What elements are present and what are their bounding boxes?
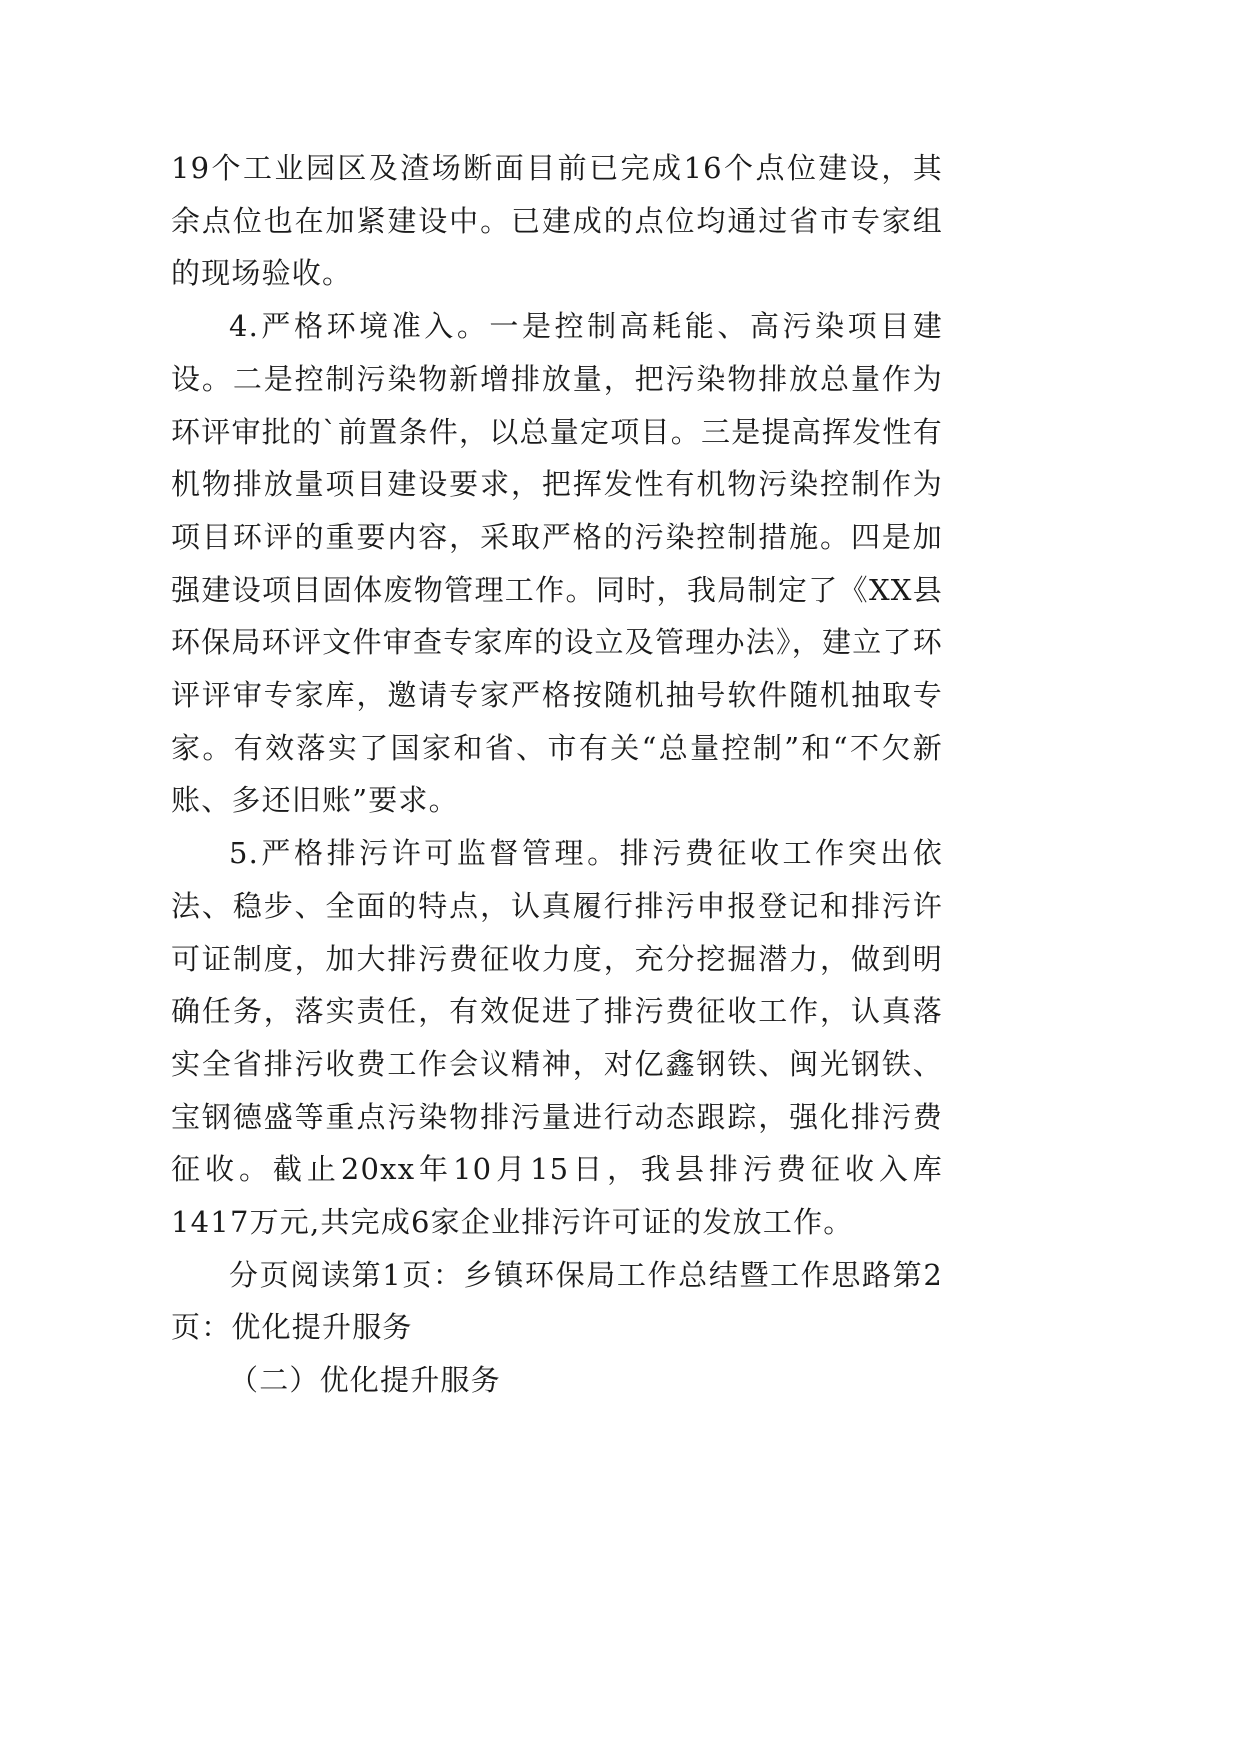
document-body — [171, 142, 943, 1407]
paragraph-continuation: 19个工业园区及渣场断面目前已完成16个点位建设，其余点位也在加紧建设中。已建成的点位均通过省市专家组的现场验收。 — [171, 151, 943, 291]
paragraph-item-4: 4.严格环境准入。一是控制高耗能、高污染项目建设。二是控制污染物新增排放量，把污染物排放总量作为环评审批的`前置条件，以总量定项目。三是提高挥发性有机物排放量项目建设要求，把挥发性有机物污染控制作为项目环评的重要内容，采取严格的污染控制措施。四是加强建设项目固体废物管理工作。同时，我局制定了《XX县环保局环评文件审查专家库的设立及管理办法》，建立了环评评审专家库，邀请专家严格按随机抽号软件随机抽取专家。有效落实了国家和省、市有关“总量控制”和“不欠新账、多还旧账”要求。 — [171, 309, 943, 818]
paragraph-item-5: 5.严格排污许可监督管理。排污费征收工作突出依法、稳步、全面的特点，认真履行排污申报登记和排污许可证制度，加大排污费征收力度，充分挖掘潜力，做到明确任务，落实责任，有效促进了排污费征收工作，认真落实全省排污收费工作会议精神，对亿鑫钢铁、闽光钢铁、宝钢德盛等重点污染物排污量进行动态跟踪，强化排污费征收。截止20xx年10月15日，我县排污费征收入库1417万元,共完成6家企业排污许可证的发放工作。 — [171, 836, 943, 1240]
section-heading: （二）优化提升服务 — [229, 1363, 501, 1398]
pagination-note: 分页阅读第1页：乡镇环保局工作总结暨工作思路第2页：优化提升服务 — [171, 1257, 943, 1345]
